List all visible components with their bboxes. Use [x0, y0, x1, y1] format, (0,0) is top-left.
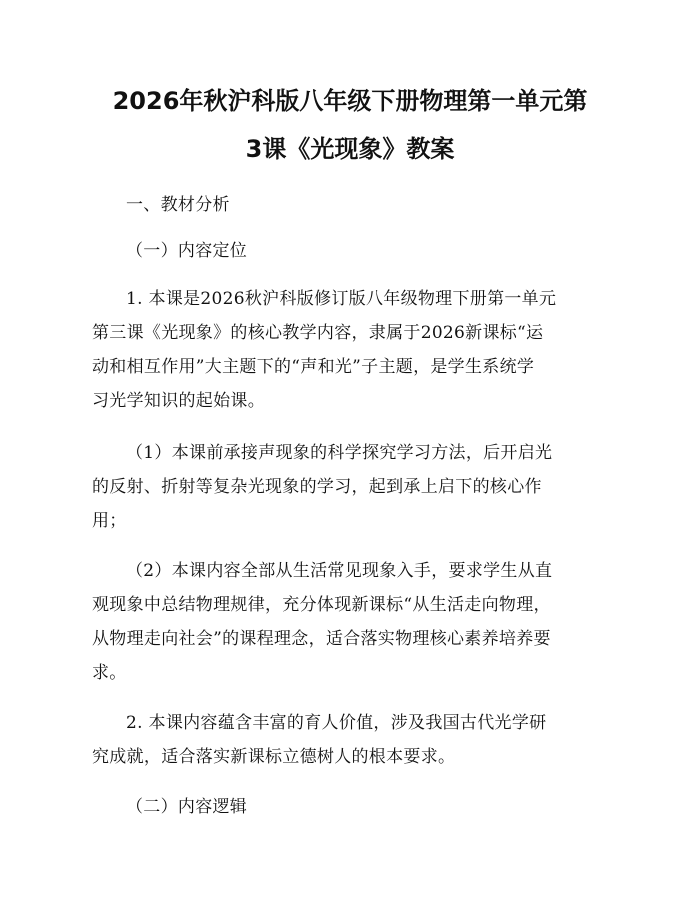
- paragraph-1-line-3: 动和相互作用”大主题下的“声和光”子主题，是学生系统学: [92, 357, 535, 377]
- paragraph-1-line-4: 习光学知识的起始课。: [92, 391, 265, 411]
- paragraph-2: [92, 436, 612, 538]
- subsection-heading-content-logic: （二）内容逻辑: [126, 797, 248, 817]
- paragraph-3-line-3: 从物理走向社会”的课程理念，适合落实物理核心素养培养要: [92, 629, 551, 649]
- paragraph-4: [92, 706, 612, 774]
- subsection-heading-content-positioning: （一）内容定位: [126, 241, 248, 261]
- paragraph-3-line-1: （2）本课内容全部从生活常见现象入手，要求学生从直: [126, 561, 553, 581]
- paragraph-2-line-2: 的反射、折射等复杂光现象的学习，起到承上启下的核心作: [92, 477, 542, 497]
- paragraph-1-line-2: 第三课《光现象》的核心教学内容，隶属于2026新课标“运: [92, 323, 544, 343]
- paragraph-2-line-3: 用；: [92, 511, 127, 531]
- paragraph-3-line-2: 观现象中总结物理规律，充分体现新课标“从生活走向物理，: [92, 595, 551, 615]
- paragraph-4-line-1: 2. 本课内容蕴含丰富的育人价值，涉及我国古代光学研: [126, 713, 547, 733]
- paragraph-3: [92, 554, 612, 690]
- paragraph-3-line-4: 求。: [92, 663, 127, 683]
- paragraph-1-line-1: 1. 本课是2026秋沪科版修订版八年级物理下册第一单元: [126, 289, 557, 309]
- document-title-line-1: 2026年秋沪科版八年级下册物理第一单元第: [112, 87, 588, 115]
- section-heading-textbook-analysis: 一、教材分析: [126, 195, 230, 215]
- document-title-line-2: 3课《光现象》教案: [245, 135, 455, 163]
- paragraph-1: [92, 282, 612, 418]
- paragraph-2-line-1: （1）本课前承接声现象的科学探究学习方法，后开启光: [126, 443, 553, 463]
- paragraph-4-line-2: 究成就，适合落实新课标立德树人的根本要求。: [92, 747, 456, 767]
